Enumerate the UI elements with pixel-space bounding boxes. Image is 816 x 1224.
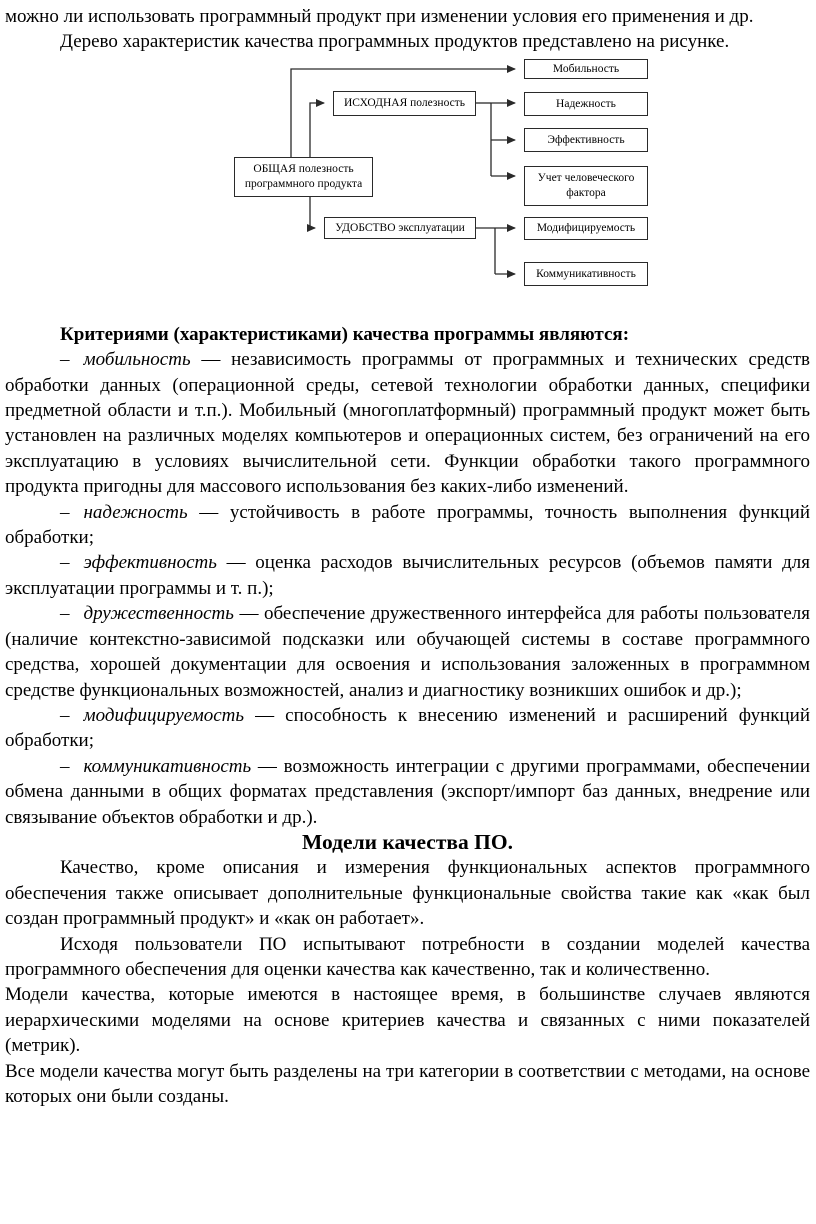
node-human-factor: Учет человеческого фактора <box>524 166 648 206</box>
section-heading-quality-models: Модели качества ПО. <box>302 829 513 854</box>
criteria-description: — возможность интеграции с другими программами, обеспечении обмена данными в общих форматах представления (экспорт/импорт баз данных, внедрение или связывание объектов обработки и др.). <box>5 755 811 828</box>
list-dash: – <box>60 552 70 574</box>
criteria-description: — обеспечение дружественного интерфейса для работы пользователя (наличие контекстно-зависимой подсказки или обучающей системы в составе программного средства, хорошей документации для освоения и использования заложенных в программном средстве функциональных возможностей, анализ и диагностику возникших ошибок и др.); <box>5 603 810 701</box>
criteria-description: — способность к внесению изменений и расширений функций обработки; <box>5 704 810 752</box>
node-reliability: Надежность <box>524 92 648 116</box>
list-dash: – <box>60 755 70 777</box>
paragraph-hierarchical-models: Модели качества, которые имеются в настоящее время, в большинстве случаев являются иерархическими моделями на основе критериев качества и связанных с ними показателей (метрик). <box>5 984 810 1057</box>
node-modifiability: Модифицируемость <box>524 217 648 240</box>
criteria-description: — оценка расходов вычислительных ресурсов (объемов памяти для эксплуатации программы и т. п.); <box>5 552 811 599</box>
figure-intro-paragraph: Дерево характеристик качества программных продуктов представлено на рисунке. <box>60 31 730 53</box>
node-efficiency: Эффективность <box>524 128 648 152</box>
quality-tree-figure <box>232 58 654 292</box>
criteria-description: — независимость программы от программных и технических средств обработки данных (операционной среды, сетевой технологии обработки данных, специфики предметной области и т.п.). Мобильный (многоплатформный) программный продукт может быть установлен на различных моделях компьютеров и операционных систем, без ограничений на его эксплуатацию в условиях вычислительной сети. Функции обработки такого программного продукта пригодны для массового использования без каких-либо изменений. <box>5 349 810 498</box>
node-overall-usefulness: ОБЩАЯ полезность программного продукта <box>234 157 373 197</box>
criteria-heading: Критериями (характеристиками) качества программы являются: <box>60 323 630 345</box>
node-communicativeness: Коммуникативность <box>524 262 648 286</box>
criteria-term: модифицируемость <box>83 704 245 726</box>
paragraph-quality-description: Качество, кроме описания и измерения функциональных аспектов программного обеспечения также описывает дополнительные функциональные свойства такие как «как был создан программный продукт» и «как он работает». <box>5 857 810 930</box>
criteria-term: коммуникативность <box>83 755 252 777</box>
criteria-item-reliability <box>5 500 810 551</box>
list-dash: – <box>60 501 70 523</box>
criteria-item-communicativeness <box>5 754 810 830</box>
paragraph-users-needs: Исходя пользователи ПО испытывают потребности в создании моделей качества программного обеспечения для оценки качества как качественно, так и количественно. <box>5 933 810 980</box>
criteria-description: — устойчивость в работе программы, точность выполнения функций обработки; <box>5 501 811 549</box>
criteria-item-efficiency <box>5 550 810 601</box>
node-mobility: Мобильность <box>524 59 648 79</box>
criteria-item-modifiability <box>5 703 810 754</box>
list-dash: – <box>60 603 70 625</box>
paragraph-three-categories: Все модели качества могут быть разделены на три категории в соответствии с методами, на основе которых они были созданы. <box>5 1060 810 1107</box>
list-dash: – <box>60 704 70 726</box>
node-source-usefulness: ИСХОДНАЯ полезность <box>333 91 476 116</box>
criteria-term: эффективность <box>83 552 217 574</box>
criteria-item-friendliness <box>5 601 810 703</box>
criteria-term: дружественность <box>83 603 234 625</box>
criteria-term: надежность <box>83 501 188 523</box>
list-dash: – <box>60 349 70 371</box>
criteria-item-mobility <box>5 347 810 499</box>
criteria-term: мобильность <box>83 349 191 371</box>
paragraph-continuation: можно ли использовать программный продукт при изменении условия его применения и др. <box>5 6 754 27</box>
node-usability: УДОБСТВО эксплуатации <box>324 217 476 239</box>
